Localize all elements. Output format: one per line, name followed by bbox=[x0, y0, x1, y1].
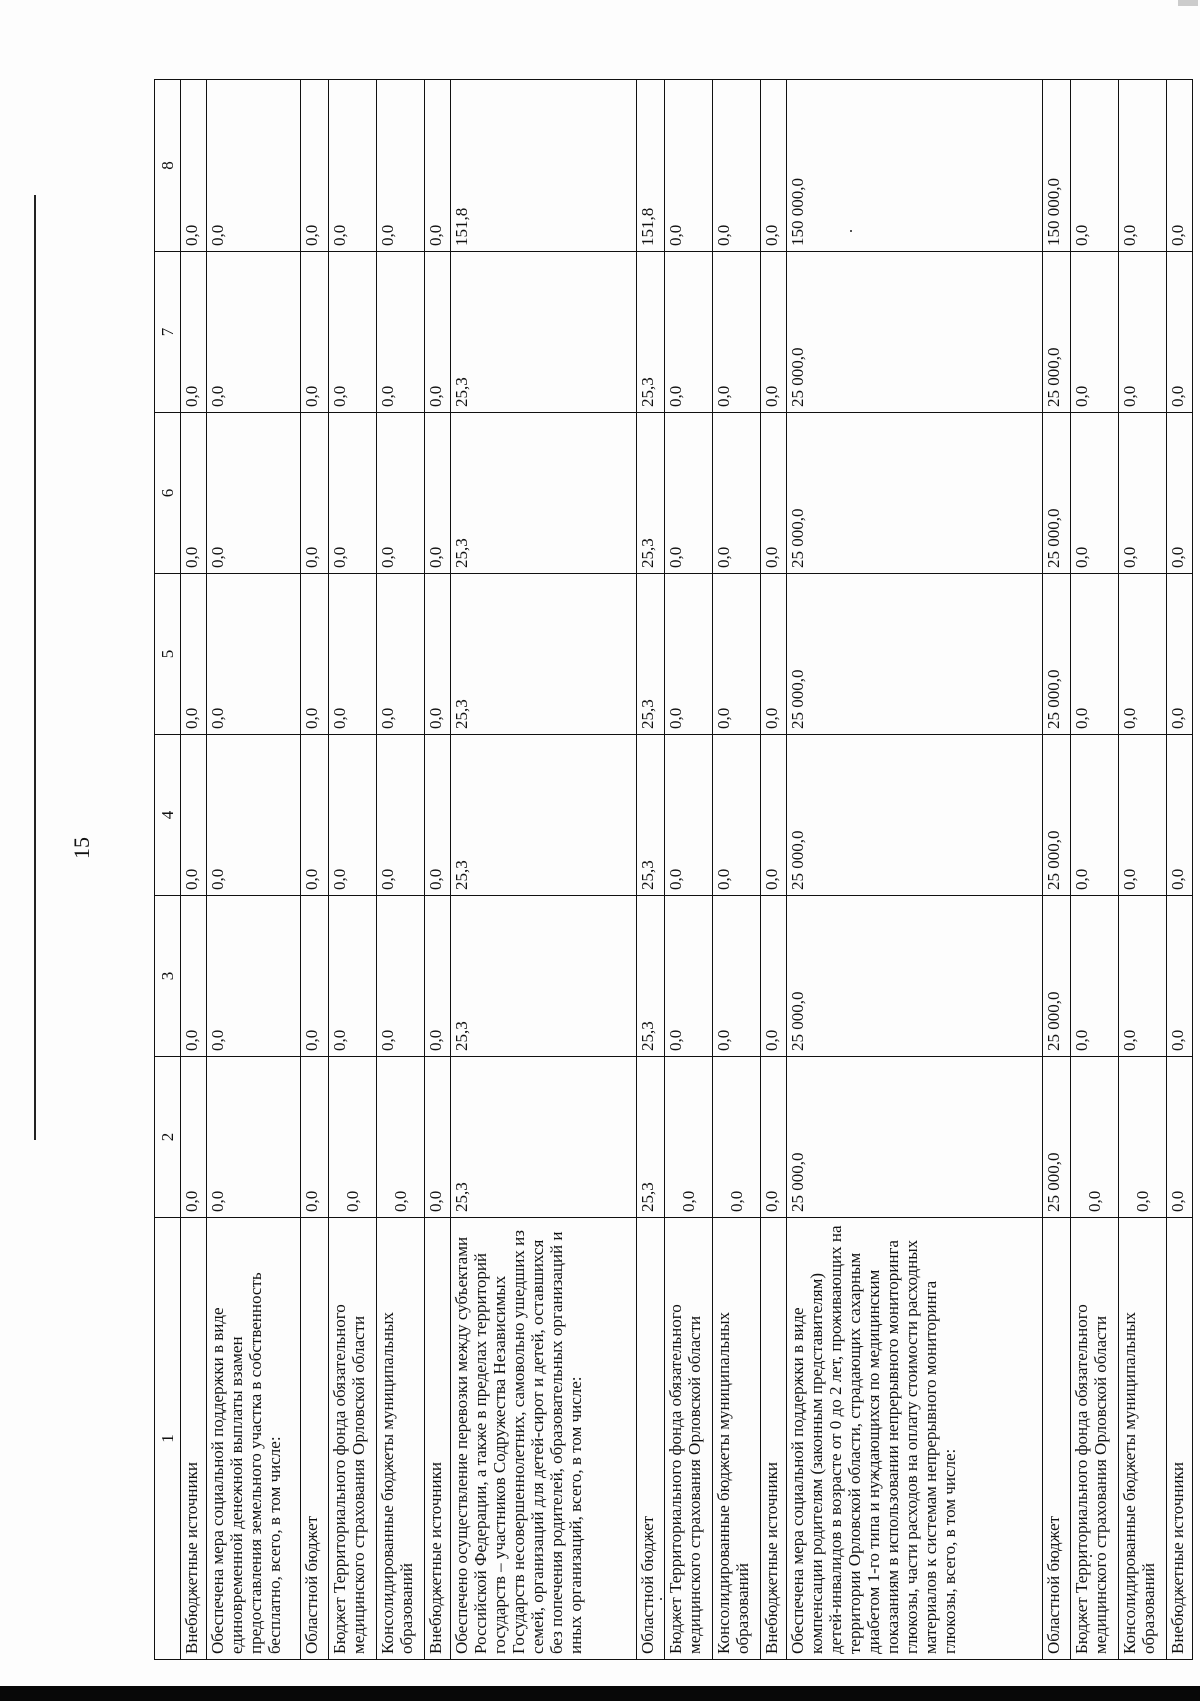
row-label: Бюджет Территориального фонда обязательного медицинского страхования Орловской области bbox=[1071, 1218, 1119, 1660]
value-cell: 25 000,0 bbox=[1043, 574, 1071, 735]
value-cell: 0,0 bbox=[761, 413, 787, 574]
value-cell: 150 000,0 bbox=[787, 80, 1043, 252]
table-row bbox=[637, 80, 665, 1660]
value-cell: 25,3 bbox=[451, 735, 637, 896]
value-cell: 0,0 bbox=[329, 896, 377, 1057]
table-row bbox=[665, 80, 713, 1660]
value-cell: 0,0 bbox=[425, 1057, 451, 1218]
value-cell: 0,0 bbox=[1071, 896, 1119, 1057]
page-number: 15 bbox=[69, 837, 94, 859]
value-cell: 0,0 bbox=[1167, 252, 1193, 413]
value-cell: 0,0 bbox=[207, 80, 301, 252]
margin-line bbox=[34, 195, 36, 1140]
value-cell: 0,0 bbox=[181, 1057, 207, 1218]
table-row bbox=[451, 80, 637, 1660]
value-cell: 25 000,0 bbox=[1043, 735, 1071, 896]
value-cell: 0,0 bbox=[1071, 574, 1119, 735]
value-cell: 0,0 bbox=[301, 252, 329, 413]
value-cell: 0,0 bbox=[1071, 735, 1119, 896]
value-cell: 0,0 bbox=[1167, 80, 1193, 252]
value-cell: 0,0 bbox=[301, 896, 329, 1057]
top-edge-mark bbox=[1178, 0, 1198, 6]
value-cell: 25,3 bbox=[451, 574, 637, 735]
value-cell: 0,0 bbox=[181, 574, 207, 735]
value-cell: 0,0 bbox=[713, 80, 761, 252]
value-cell: 0,0 bbox=[181, 896, 207, 1057]
value-cell: 0,0 bbox=[1167, 413, 1193, 574]
value-cell: 0,0 bbox=[761, 896, 787, 1057]
value-cell: 0,0 bbox=[425, 252, 451, 413]
value-cell: 0,0 bbox=[665, 896, 713, 1057]
column-header: 8 bbox=[155, 80, 181, 252]
value-cell: 0,0 bbox=[665, 413, 713, 574]
value-cell: 0,0 bbox=[329, 252, 377, 413]
column-header: 7 bbox=[155, 252, 181, 413]
value-cell: 0,0 bbox=[665, 574, 713, 735]
value-cell: 0,0 bbox=[713, 1057, 761, 1218]
table-row bbox=[377, 80, 425, 1660]
value-cell: 0,0 bbox=[377, 735, 425, 896]
value-cell: 0,0 bbox=[377, 574, 425, 735]
row-label: Внебюджетные источники bbox=[181, 1218, 207, 1660]
value-cell: 0,0 bbox=[1119, 735, 1167, 896]
value-cell: 0,0 bbox=[377, 1057, 425, 1218]
value-cell: 0,0 bbox=[665, 735, 713, 896]
value-cell: 0,0 bbox=[181, 413, 207, 574]
value-cell: 0,0 bbox=[1119, 413, 1167, 574]
row-label: Консолидированные бюджеты муниципальных образований bbox=[713, 1218, 761, 1660]
table-row bbox=[787, 80, 1043, 1660]
value-cell: 0,0 bbox=[207, 413, 301, 574]
value-cell: 0,0 bbox=[301, 1057, 329, 1218]
value-cell: 0,0 bbox=[301, 80, 329, 252]
table-row bbox=[425, 80, 451, 1660]
value-cell: 0,0 bbox=[207, 896, 301, 1057]
value-cell: 0,0 bbox=[713, 413, 761, 574]
row-label: Областной бюджет bbox=[301, 1218, 329, 1660]
value-cell: 150 000,0 bbox=[1043, 80, 1071, 252]
table-row bbox=[1043, 80, 1071, 1660]
scan-bottom-bar bbox=[0, 1686, 1200, 1701]
row-label: Бюджет Территориального фонда обязательного медицинского страхования Орловской области bbox=[665, 1218, 713, 1660]
value-cell: 25 000,0 bbox=[1043, 413, 1071, 574]
value-cell: 25,3 bbox=[637, 574, 665, 735]
value-cell: 25 000,0 bbox=[1043, 896, 1071, 1057]
value-cell: 0,0 bbox=[425, 413, 451, 574]
column-header: 1 bbox=[155, 1218, 181, 1660]
value-cell: 0,0 bbox=[1071, 1057, 1119, 1218]
value-cell: 25,3 bbox=[451, 252, 637, 413]
value-cell: 0,0 bbox=[377, 413, 425, 574]
value-cell: 0,0 bbox=[329, 735, 377, 896]
value-cell: 0,0 bbox=[1071, 80, 1119, 252]
value-cell: 0,0 bbox=[1119, 252, 1167, 413]
value-cell: 151,8 bbox=[451, 80, 637, 252]
value-cell: 25,3 bbox=[451, 896, 637, 1057]
value-cell: 0,0 bbox=[329, 1057, 377, 1218]
value-cell: 0,0 bbox=[761, 252, 787, 413]
value-cell: 0,0 bbox=[425, 896, 451, 1057]
value-cell: 0,0 bbox=[329, 413, 377, 574]
value-cell: 0,0 bbox=[713, 735, 761, 896]
value-cell: 25 000,0 bbox=[787, 574, 1043, 735]
value-cell: 0,0 bbox=[761, 574, 787, 735]
row-label: Областной бюджет bbox=[1043, 1218, 1071, 1660]
value-cell: 25 000,0 bbox=[1043, 1057, 1071, 1218]
value-cell: 25 000,0 bbox=[787, 413, 1043, 574]
value-cell: 0,0 bbox=[301, 413, 329, 574]
value-cell: 25,3 bbox=[637, 735, 665, 896]
value-cell: 0,0 bbox=[1167, 1057, 1193, 1218]
value-cell: 0,0 bbox=[1119, 896, 1167, 1057]
value-cell: 0,0 bbox=[329, 574, 377, 735]
row-label: Бюджет Территориального фонда обязательного медицинского страхования Орловской области bbox=[329, 1218, 377, 1660]
value-cell: 0,0 bbox=[207, 574, 301, 735]
value-cell: 0,0 bbox=[425, 735, 451, 896]
table-row bbox=[329, 80, 377, 1660]
value-cell: 0,0 bbox=[425, 574, 451, 735]
row-label: Областной бюджет bbox=[637, 1218, 665, 1660]
budget-table bbox=[154, 79, 1193, 1660]
column-header: 2 bbox=[155, 1057, 181, 1218]
value-cell: 25 000,0 bbox=[787, 896, 1043, 1057]
row-label: Обеспечена мера социальной поддержки в виде единовременной денежной выплаты взамен предоставления земельного участка в собственность бесплатно, всего, в том числе: bbox=[207, 1218, 301, 1660]
table-row bbox=[761, 80, 787, 1660]
value-cell: 0,0 bbox=[207, 1057, 301, 1218]
row-label: Обеспечена мера социальной поддержки в виде компенсации родителям (законным представителям) детей-инвалидов в возрасте от 0 до 2 лет, проживающих на территории Орловской области, страдающих сахарным диабетом 1-го типа и нуждающихся по медицинским показаниям в использовании непрерывного мониторинга глюкозы, части расходов на оплату стоимости расходных материалов к системам непрерывного мониторинга глюкозы, всего, в том числе: bbox=[787, 1218, 1043, 1660]
value-cell: 0,0 bbox=[761, 1057, 787, 1218]
value-cell: 0,0 bbox=[207, 735, 301, 896]
value-cell: 0,0 bbox=[181, 735, 207, 896]
value-cell: 25 000,0 bbox=[787, 252, 1043, 413]
value-cell: 0,0 bbox=[761, 80, 787, 252]
row-label: Консолидированные бюджеты муниципальных образований bbox=[1119, 1218, 1167, 1660]
value-cell: 0,0 bbox=[1167, 574, 1193, 735]
column-header: 4 bbox=[155, 735, 181, 896]
value-cell: 151,8 bbox=[637, 80, 665, 252]
value-cell: 0,0 bbox=[207, 252, 301, 413]
value-cell: 25,3 bbox=[637, 252, 665, 413]
value-cell: 0,0 bbox=[665, 252, 713, 413]
value-cell: 0,0 bbox=[329, 80, 377, 252]
value-cell: 25 000,0 bbox=[1043, 252, 1071, 413]
value-cell: 0,0 bbox=[1167, 896, 1193, 1057]
rotated-table-wrapper bbox=[154, 80, 1187, 1660]
column-header: 6 bbox=[155, 413, 181, 574]
column-header: 3 bbox=[155, 896, 181, 1057]
value-cell: 0,0 bbox=[1119, 574, 1167, 735]
header-row bbox=[155, 80, 181, 1660]
value-cell: 0,0 bbox=[665, 80, 713, 252]
value-cell: 25,3 bbox=[637, 413, 665, 574]
value-cell: 25 000,0 bbox=[787, 1057, 1043, 1218]
value-cell: 0,0 bbox=[377, 896, 425, 1057]
table-row bbox=[301, 80, 329, 1660]
table-row bbox=[1071, 80, 1119, 1660]
value-cell: 0,0 bbox=[425, 80, 451, 252]
value-cell: 0,0 bbox=[1071, 252, 1119, 413]
column-header: 5 bbox=[155, 574, 181, 735]
row-label: Обеспечено осуществление перевозки между субъектами Российской Федерации, а также в пределах территорий государств – участников Содружества Независимых Государств несовершеннолетних, самовольно ушедших из семей, организаций для детей-сирот и детей, оставшихся без попечения родителей, образовательных организаций и иных организаций, всего, в том числе: bbox=[451, 1218, 637, 1660]
value-cell: 0,0 bbox=[1119, 80, 1167, 252]
value-cell: 0,0 bbox=[761, 735, 787, 896]
row-label: Консолидированные бюджеты муниципальных образований bbox=[377, 1218, 425, 1660]
value-cell: 0,0 bbox=[301, 574, 329, 735]
value-cell: 0,0 bbox=[377, 252, 425, 413]
value-cell: 0,0 bbox=[377, 80, 425, 252]
table-row bbox=[713, 80, 761, 1660]
value-cell: 0,0 bbox=[713, 574, 761, 735]
row-label: Внебюджетные источники bbox=[425, 1218, 451, 1660]
value-cell: 0,0 bbox=[181, 252, 207, 413]
row-label: Внебюджетные источники bbox=[761, 1218, 787, 1660]
value-cell: 25,3 bbox=[451, 413, 637, 574]
value-cell: 0,0 bbox=[713, 252, 761, 413]
table-row bbox=[207, 80, 301, 1660]
value-cell: 25,3 bbox=[451, 1057, 637, 1218]
value-cell: 0,0 bbox=[181, 80, 207, 252]
value-cell: 25,3 bbox=[637, 896, 665, 1057]
value-cell: 25,3 bbox=[637, 1057, 665, 1218]
table-row bbox=[1167, 80, 1193, 1660]
value-cell: 0,0 bbox=[301, 735, 329, 896]
table-row bbox=[1119, 80, 1167, 1660]
table-row bbox=[181, 80, 207, 1660]
value-cell: 0,0 bbox=[1167, 735, 1193, 896]
value-cell: 0,0 bbox=[1071, 413, 1119, 574]
row-label: Внебюджетные источники bbox=[1167, 1218, 1193, 1660]
value-cell: 25 000,0 bbox=[787, 735, 1043, 896]
value-cell: 0,0 bbox=[1119, 1057, 1167, 1218]
value-cell: 0,0 bbox=[713, 896, 761, 1057]
value-cell: 0,0 bbox=[665, 1057, 713, 1218]
